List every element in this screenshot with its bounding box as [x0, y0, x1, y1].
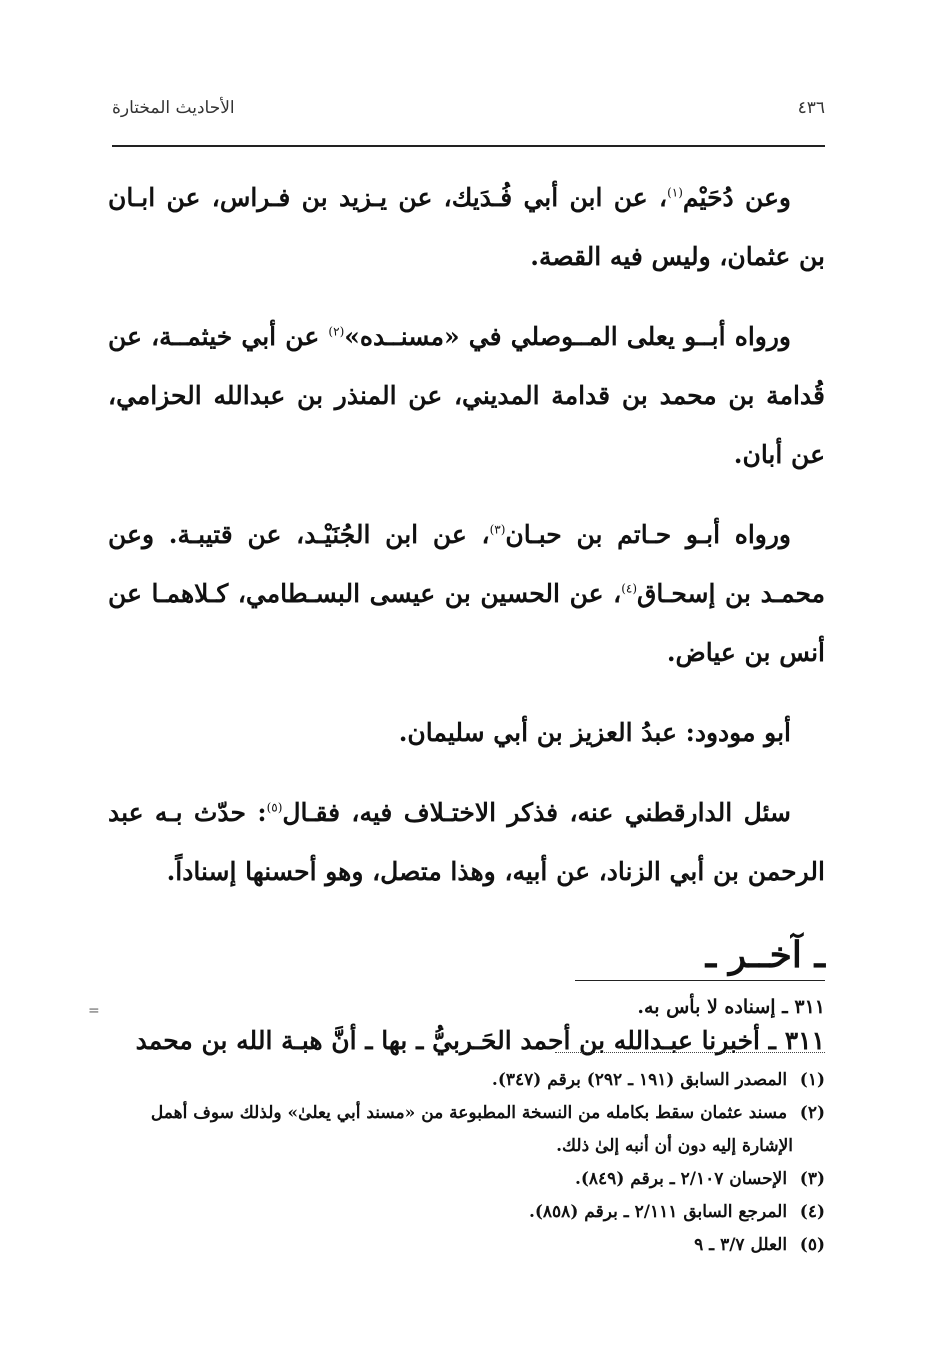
footnote-5: [108, 1229, 825, 1262]
footnote-dotted-rule: [555, 1052, 825, 1053]
footnote-text: مسند عثمان سقط بكامله من النسخة المطبوعة من «مسند أبي يعلىٰ» ولذلك سوف أهمل: [150, 1103, 788, 1123]
footnote-number: (١): [799, 1070, 825, 1090]
paragraph-1: [108, 168, 825, 286]
footnote-text: المصدر السابق (١٩١ ـ ٢٩٢) برقم (٣٤٧).: [491, 1070, 788, 1090]
paragraph-5: [108, 783, 825, 901]
footnote-ref: (١): [667, 185, 683, 200]
footnote-rule: [575, 980, 825, 981]
footnotes: [108, 1064, 825, 1262]
footnote-number: (٣): [799, 1169, 825, 1189]
footnote-number: (٥): [799, 1235, 825, 1255]
text-run: عن أبي خيثمــة، عن قُدامة بن محمد بن قدامة المديني، عن المنذر بن عبدالله الحزامي، عن أبان.: [108, 322, 825, 469]
hadith-311-start: ٣١١ ـ أخبرنا عبـدالله بن أحمد الحَـربيُّ ـ بها ـ أنَّ هبـة الله بن محمد: [135, 1026, 825, 1055]
footnote-2-continued: الإشارة إليه دون أن أنبه إلىٰ ذلك.: [556, 1136, 793, 1156]
book-title: الأحاديث المختارة: [112, 98, 235, 118]
header-rule: [112, 145, 825, 147]
page-header: [112, 98, 825, 118]
main-text: [108, 168, 825, 1091]
text-run: : حدّث بـه عبد الرحمن بن أبي الزناد، عن أبيه، وهذا متصل، وهو أحسنها إسناداً.: [108, 798, 825, 886]
footnote-ref: (٢): [328, 324, 345, 339]
text-run: أبو مودود: عبدُ العزيز بن أبي سليمان.: [398, 718, 791, 747]
text-run: وعن دُحَيْم: [682, 183, 791, 212]
section-title: ـ آخــر ـ: [705, 934, 825, 976]
footnote-4: [108, 1196, 825, 1229]
footnote-text: العلل ٣/٧ ـ ٩: [694, 1235, 788, 1255]
paragraph-2: [108, 307, 825, 484]
page-number: ٤٣٦: [797, 98, 825, 118]
text-run: ، عن الحسين بن عيسى البسـطامي، كـلاهمـا عن أنس بن عياض.: [108, 579, 825, 667]
footnote-2: [108, 1097, 825, 1130]
text-run: سئل الدارقطني عنه، فذكر الاختـلاف فيه، فقـال: [282, 798, 791, 827]
footnote-number: (٢): [799, 1103, 825, 1123]
hadith-note: ٣١١ ـ إسناده لا بأس به.: [637, 996, 825, 1018]
paragraph-3: [108, 505, 825, 682]
footnote-1: [108, 1064, 825, 1097]
footnote-text: الإحسان ٢/١٠٧ ـ برقم (٨٤٩).: [574, 1169, 788, 1189]
text-run: ورواه أبــو يعلى المــوصلي في «مسنــده»: [344, 322, 791, 351]
text-run: ورواه أبـو حـاتم بن حبـان: [505, 520, 792, 549]
footnote-ref: (٤): [621, 581, 638, 596]
text-run: ، عن ابن أبي فُـدَيك، عن يـزيد بن فـراس، عن ابـان بن عثمان، وليس فيه القصة.: [108, 183, 825, 271]
footnote-ref: (٣): [489, 522, 506, 537]
text-run: ، عن ابن الجُنَيْـد، عن قتيبـة. وعن محمـد بن إسحـاق: [108, 520, 825, 608]
footnote-text: المرجع السابق ٢/١١١ ـ برقم (٨٥٨).: [528, 1202, 788, 1222]
footnote-number: (٤): [799, 1202, 825, 1222]
paragraph-4: [108, 703, 825, 762]
footnote-ref: (٥): [266, 800, 283, 815]
footnote-3: [108, 1163, 825, 1196]
margin-mark: =: [88, 1003, 100, 1019]
